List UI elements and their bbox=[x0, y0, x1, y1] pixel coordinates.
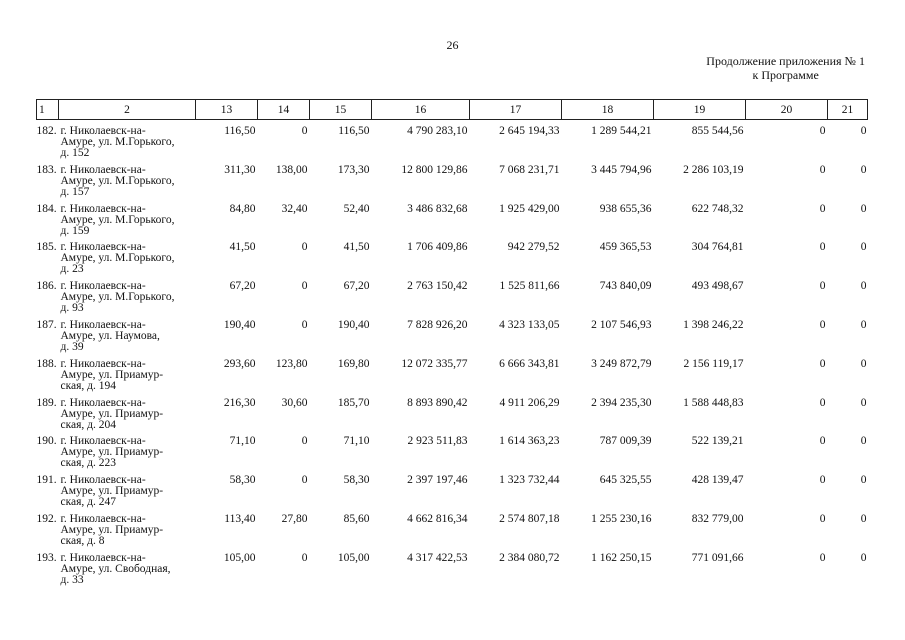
value-cell-18: 3 445 794,96 bbox=[591, 163, 652, 176]
value-cell-14: 0 bbox=[301, 280, 308, 293]
value-cell-14: 0 bbox=[301, 125, 308, 137]
value-cell-16: 7 828 926,20 bbox=[407, 318, 468, 331]
value-cell-13: 84,80 bbox=[229, 202, 256, 215]
value-cell-17: 2 645 194,33 bbox=[499, 125, 560, 137]
value-cell-14: 0 bbox=[301, 474, 308, 487]
table-row bbox=[37, 165, 868, 204]
value-cell-21: 0 bbox=[860, 474, 867, 487]
value-cell-20: 0 bbox=[819, 163, 826, 176]
value-cell-14: 123,80 bbox=[275, 357, 308, 370]
address-cell: г. Николаевск-на- Амуре, ул. М.Горького, д. 157 bbox=[60, 163, 175, 198]
continuation-line-2: к Программе bbox=[752, 68, 819, 82]
column-header: 2 bbox=[59, 100, 196, 120]
value-cell-19: 304 764,81 bbox=[691, 241, 744, 254]
value-cell-17: 1 323 732,44 bbox=[499, 474, 560, 487]
value-cell-15: 173,30 bbox=[337, 163, 370, 176]
row-index: 188. bbox=[36, 357, 57, 370]
value-cell-16: 2 397 197,46 bbox=[407, 474, 468, 487]
table-row bbox=[37, 553, 868, 592]
table-row bbox=[37, 475, 868, 514]
column-header: 1 bbox=[37, 100, 59, 120]
value-cell-13: 113,40 bbox=[224, 512, 256, 525]
value-cell-14: 0 bbox=[301, 318, 308, 331]
value-cell-14: 32,40 bbox=[281, 202, 308, 215]
table-row bbox=[37, 120, 868, 165]
value-cell-16: 2 923 511,83 bbox=[407, 435, 468, 448]
value-cell-21: 0 bbox=[860, 551, 867, 564]
column-header: 16 bbox=[372, 100, 470, 120]
value-cell-15: 58,30 bbox=[343, 474, 370, 487]
value-cell-13: 41,50 bbox=[229, 241, 256, 254]
value-cell-15: 67,20 bbox=[343, 280, 370, 293]
value-cell-19: 2 156 119,17 bbox=[683, 357, 744, 370]
value-cell-21: 0 bbox=[860, 163, 867, 176]
value-cell-13: 190,40 bbox=[223, 318, 256, 331]
value-cell-16: 8 893 890,42 bbox=[407, 396, 468, 409]
address-cell: г. Николаевск-на- Амуре, ул. Приамур- ская, д. 194 bbox=[60, 357, 164, 392]
row-index: 184. bbox=[36, 202, 57, 215]
value-cell-13: 293,60 bbox=[223, 357, 256, 370]
value-cell-15: 52,40 bbox=[343, 202, 370, 215]
row-index: 183. bbox=[36, 163, 57, 176]
value-cell-15: 41,50 bbox=[343, 241, 370, 254]
value-cell-14: 0 bbox=[301, 241, 308, 254]
value-cell-21: 0 bbox=[860, 357, 867, 370]
table-row bbox=[37, 398, 868, 437]
page-number: 26 bbox=[446, 38, 459, 52]
value-cell-13: 311,30 bbox=[224, 163, 256, 176]
value-cell-17: 4 911 206,29 bbox=[499, 396, 560, 409]
value-cell-13: 67,20 bbox=[229, 280, 256, 293]
address-cell: г. Николаевск-на- Амуре, ул. М.Горького, д. 152 bbox=[60, 125, 175, 159]
value-cell-16: 3 486 832,68 bbox=[407, 202, 468, 215]
value-cell-16: 2 763 150,42 bbox=[407, 280, 468, 293]
value-cell-20: 0 bbox=[819, 435, 826, 448]
address-cell: г. Николаевск-на- Амуре, ул. М.Горького, д. 159 bbox=[60, 202, 175, 237]
value-cell-15: 185,70 bbox=[337, 396, 370, 409]
table-header-row bbox=[37, 100, 868, 120]
value-cell-20: 0 bbox=[819, 202, 826, 215]
value-cell-14: 30,60 bbox=[281, 396, 308, 409]
value-cell-17: 1 614 363,23 bbox=[499, 435, 560, 448]
value-cell-14: 0 bbox=[301, 551, 308, 564]
value-cell-19: 1 398 246,22 bbox=[683, 318, 744, 331]
value-cell-20: 0 bbox=[819, 241, 826, 254]
value-cell-14: 0 bbox=[301, 435, 308, 448]
value-cell-17: 1 925 429,00 bbox=[499, 202, 560, 215]
value-cell-20: 0 bbox=[819, 125, 826, 137]
column-header: 18 bbox=[562, 100, 654, 120]
value-cell-21: 0 bbox=[860, 318, 867, 331]
value-cell-16: 12 072 335,77 bbox=[401, 357, 468, 370]
row-index: 186. bbox=[36, 280, 57, 293]
value-cell-19: 832 779,00 bbox=[691, 512, 744, 525]
value-cell-18: 3 249 872,79 bbox=[591, 357, 652, 370]
value-cell-17: 2 574 807,18 bbox=[499, 512, 560, 525]
table-row bbox=[37, 242, 868, 281]
table-row bbox=[37, 281, 868, 320]
value-cell-17: 2 384 080,72 bbox=[499, 551, 560, 564]
value-cell-20: 0 bbox=[819, 551, 826, 564]
address-cell: г. Николаевск-на- Амуре, ул. Приамур- ская, д. 204 bbox=[60, 396, 164, 431]
value-cell-17: 4 323 133,05 bbox=[499, 318, 560, 331]
address-cell: г. Николаевск-на- Амуре, ул. Приамур- ская, д. 8 bbox=[60, 512, 164, 547]
value-cell-13: 116,50 bbox=[224, 125, 256, 137]
value-cell-17: 7 068 231,71 bbox=[499, 163, 560, 176]
value-cell-17: 1 525 811,66 bbox=[499, 280, 560, 293]
value-cell-15: 116,50 bbox=[338, 125, 370, 137]
value-cell-17: 6 666 343,81 bbox=[499, 357, 560, 370]
housing-program-table bbox=[36, 99, 868, 592]
column-header: 19 bbox=[654, 100, 746, 120]
value-cell-20: 0 bbox=[819, 512, 826, 525]
value-cell-19: 428 139,47 bbox=[691, 474, 744, 487]
address-cell: г. Николаевск-на- Амуре, ул. М.Горького, д. 23 bbox=[60, 241, 175, 276]
value-cell-19: 855 544,56 bbox=[691, 125, 744, 137]
column-header: 20 bbox=[746, 100, 828, 120]
value-cell-21: 0 bbox=[860, 241, 867, 254]
value-cell-13: 105,00 bbox=[223, 551, 256, 564]
value-cell-17: 942 279,52 bbox=[507, 241, 560, 254]
value-cell-21: 0 bbox=[860, 396, 867, 409]
row-index: 190. bbox=[36, 435, 57, 448]
address-cell: г. Николаевск-на- Амуре, ул. Приамур- ская, д. 247 bbox=[60, 474, 164, 509]
row-index: 191. bbox=[36, 474, 57, 487]
value-cell-20: 0 bbox=[819, 396, 826, 409]
continuation-line-1: Продолжение приложения № 1 bbox=[706, 54, 865, 68]
continuation-note bbox=[706, 54, 865, 82]
value-cell-20: 0 bbox=[819, 318, 826, 331]
table-row bbox=[37, 436, 868, 475]
table-row bbox=[37, 359, 868, 398]
value-cell-13: 58,30 bbox=[229, 474, 256, 487]
value-cell-15: 85,60 bbox=[343, 512, 370, 525]
row-index: 182. bbox=[36, 125, 57, 137]
row-index: 185. bbox=[36, 241, 57, 254]
value-cell-15: 169,80 bbox=[337, 357, 370, 370]
row-index: 192. bbox=[36, 512, 57, 525]
row-index: 193. bbox=[36, 551, 57, 564]
value-cell-15: 190,40 bbox=[337, 318, 370, 331]
value-cell-14: 138,00 bbox=[275, 163, 308, 176]
value-cell-16: 4 662 816,34 bbox=[407, 512, 468, 525]
value-cell-19: 522 139,21 bbox=[691, 435, 744, 448]
value-cell-20: 0 bbox=[819, 474, 826, 487]
value-cell-18: 1 255 230,16 bbox=[591, 512, 652, 525]
value-cell-16: 12 800 129,86 bbox=[401, 163, 468, 176]
table-row bbox=[37, 320, 868, 359]
value-cell-20: 0 bbox=[819, 280, 826, 293]
value-cell-21: 0 bbox=[860, 512, 867, 525]
value-cell-16: 1 706 409,86 bbox=[407, 241, 468, 254]
value-cell-19: 2 286 103,19 bbox=[683, 163, 744, 176]
table-row bbox=[37, 204, 868, 243]
column-header: 14 bbox=[258, 100, 310, 120]
value-cell-21: 0 bbox=[860, 202, 867, 215]
value-cell-18: 459 365,53 bbox=[599, 241, 652, 254]
value-cell-13: 71,10 bbox=[229, 435, 256, 448]
value-cell-19: 1 588 448,83 bbox=[683, 396, 744, 409]
value-cell-13: 216,30 bbox=[223, 396, 256, 409]
row-index: 189. bbox=[36, 396, 57, 409]
value-cell-20: 0 bbox=[819, 357, 826, 370]
column-header: 13 bbox=[196, 100, 258, 120]
table-row bbox=[37, 514, 868, 553]
value-cell-16: 4 790 283,10 bbox=[407, 125, 468, 137]
value-cell-15: 105,00 bbox=[337, 551, 370, 564]
value-cell-18: 787 009,39 bbox=[599, 435, 652, 448]
address-cell: г. Николаевск-на- Амуре, ул. Свободная, д. 33 bbox=[60, 551, 171, 586]
value-cell-16: 4 317 422,53 bbox=[407, 551, 468, 564]
value-cell-15: 71,10 bbox=[343, 435, 370, 448]
value-cell-14: 27,80 bbox=[281, 512, 308, 525]
column-header: 15 bbox=[310, 100, 372, 120]
address-cell: г. Николаевск-на- Амуре, ул. Приамур- ская, д. 223 bbox=[60, 435, 164, 470]
value-cell-18: 2 107 546,93 bbox=[591, 318, 652, 331]
address-cell: г. Николаевск-на- Амуре, ул. М.Горького, д. 93 bbox=[60, 280, 175, 315]
address-cell: г. Николаевск-на- Амуре, ул. Наумова, д. 39 bbox=[60, 318, 160, 353]
value-cell-18: 743 840,09 bbox=[599, 280, 652, 293]
value-cell-21: 0 bbox=[860, 280, 867, 293]
value-cell-19: 771 091,66 bbox=[691, 551, 744, 564]
row-index: 187. bbox=[36, 318, 57, 331]
value-cell-21: 0 bbox=[860, 435, 867, 448]
value-cell-19: 493 498,67 bbox=[691, 280, 744, 293]
value-cell-18: 1 289 544,21 bbox=[591, 125, 652, 137]
value-cell-19: 622 748,32 bbox=[691, 202, 744, 215]
value-cell-18: 2 394 235,30 bbox=[591, 396, 652, 409]
value-cell-18: 645 325,55 bbox=[599, 474, 652, 487]
column-header: 21 bbox=[828, 100, 868, 120]
value-cell-18: 1 162 250,15 bbox=[591, 551, 652, 564]
column-header: 17 bbox=[470, 100, 562, 120]
value-cell-21: 0 bbox=[860, 125, 867, 137]
value-cell-18: 938 655,36 bbox=[599, 202, 652, 215]
